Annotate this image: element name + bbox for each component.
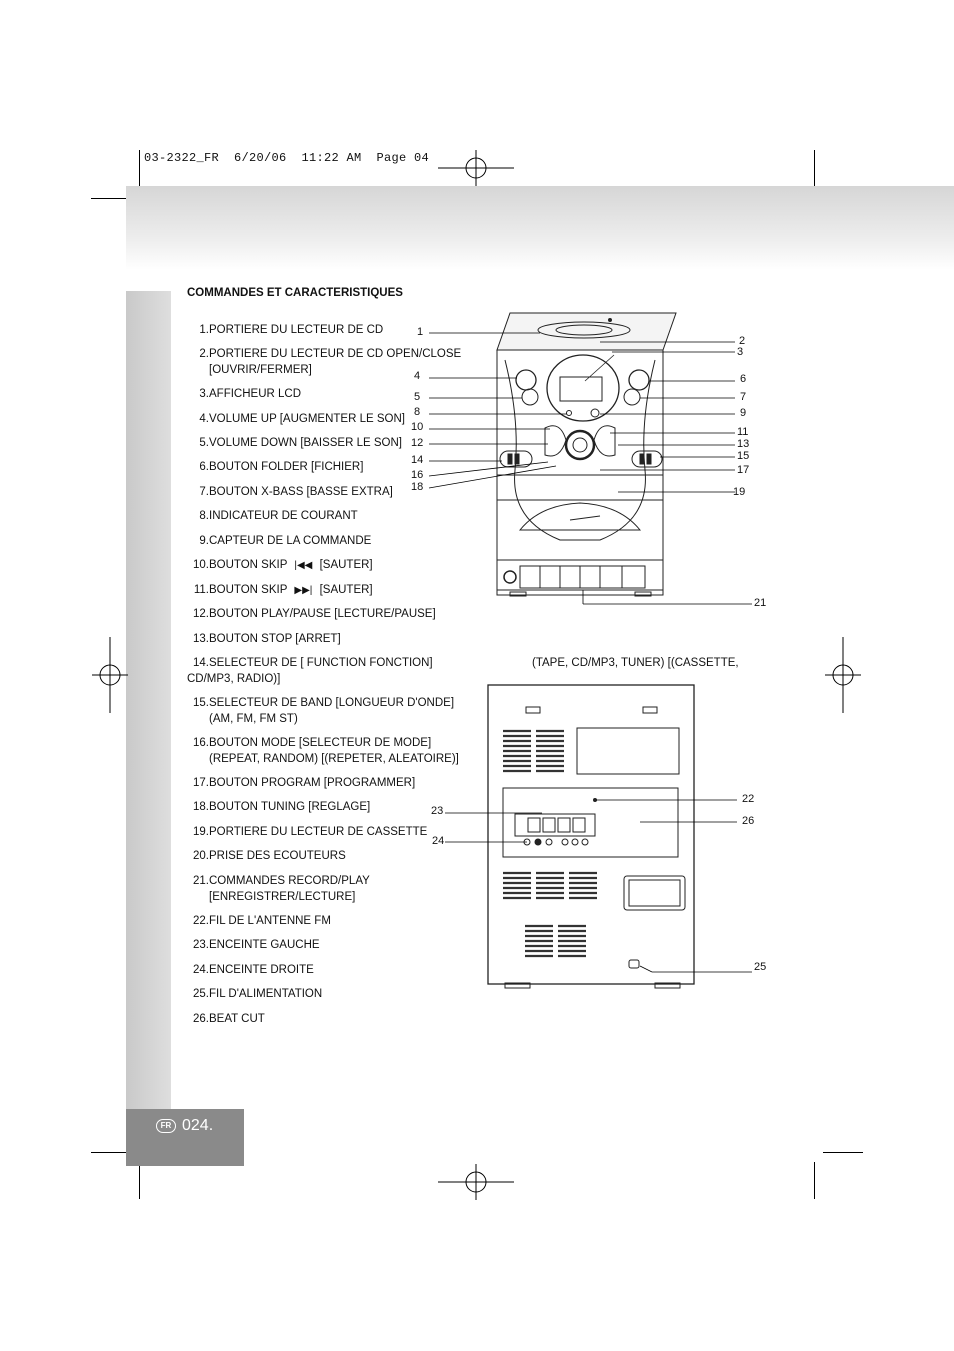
callout-label: 14 <box>411 454 424 466</box>
list-item: 7. BOUTON X-BASS [BASSE EXTRA] <box>199 486 393 498</box>
list-item: 24. ENCEINTE DROITE <box>193 964 314 976</box>
callout-label: 13 <box>737 438 750 450</box>
callout-label: 19 <box>733 486 746 498</box>
callout-label: 18 <box>411 481 424 493</box>
list-item: 3. AFFICHEUR LCD <box>199 388 302 400</box>
list-item: 9. CAPTEUR DE LA COMMANDE <box>199 535 372 547</box>
list-item: 18. BOUTON TUNING [REGLAGE] <box>193 801 371 813</box>
callout-label: 5 <box>414 391 421 403</box>
skip-forward-icon: ▶▶| <box>294 585 313 596</box>
list-item: 10. BOUTON SKIP |◀◀ [SAUTER] <box>187 557 477 573</box>
list-item: 16. BOUTON MODE [SELECTEUR DE MODE] (REPEAT, RANDOM) [(REPETER, ALEATOIRE)] <box>193 737 459 765</box>
callout-label: 6 <box>740 373 747 385</box>
print-slug: 03-2322_FR 6/20/06 11:22 AM Page 04 <box>144 151 430 165</box>
list-item: 2. PORTIERE DU LECTEUR DE CD OPEN/CLOSE [OUVRIR/FERMER] <box>199 348 462 376</box>
list-item: 19. PORTIERE DU LECTEUR DE CASSETTE <box>193 826 428 838</box>
list-item: 23. ENCEINTE GAUCHE <box>193 939 320 951</box>
callout-label: 3 <box>737 346 744 358</box>
list-item: 22. FIL DE L'ANTENNE FM <box>193 915 331 927</box>
list-item: 21. COMMANDES RECORD/PLAY [ENREGISTRER/LECTURE] <box>193 875 370 903</box>
callout-label: 12 <box>411 437 424 449</box>
list-item: 11. BOUTON SKIP ▶▶| [SAUTER] <box>187 582 477 598</box>
callout-label: 8 <box>414 406 421 418</box>
callout-label: 25 <box>754 961 767 973</box>
callout-label: 21 <box>754 597 767 609</box>
language-badge: FR <box>156 1119 176 1133</box>
list-item: 13. BOUTON STOP [ARRET] <box>193 633 341 645</box>
callout-label: 1 <box>417 326 424 338</box>
section-title: COMMANDES ET CARACTERISTIQUES <box>187 287 403 299</box>
page-number-text: 024. <box>182 1117 214 1134</box>
list-item: 12. BOUTON PLAY/PAUSE [LECTURE/PAUSE] <box>193 608 436 620</box>
callout-label: 4 <box>414 370 421 382</box>
list-item: 17. BOUTON PROGRAM [PROGRAMMER] <box>193 777 416 789</box>
callout-label: 16 <box>411 469 424 481</box>
callout-label: 22 <box>742 793 755 805</box>
list-item: 26. BEAT CUT <box>193 1013 265 1025</box>
list-item: 8. INDICATEUR DE COURANT <box>199 510 358 522</box>
callout-label: 10 <box>411 421 424 433</box>
callout-label: 15 <box>737 450 750 462</box>
list-item: 4. VOLUME UP [AUGMENTER LE SON] <box>199 413 405 425</box>
callout-label: 2 <box>739 335 746 347</box>
callout-label: 24 <box>432 835 445 847</box>
callout-label: 7 <box>740 391 747 403</box>
list-item: 25. FIL D'ALIMENTATION <box>193 988 323 1000</box>
callout-label: 23 <box>431 805 444 817</box>
list-item: 6. BOUTON FOLDER [FICHIER] <box>199 461 364 473</box>
callout-label: 9 <box>740 407 747 419</box>
list-item: 14. SELECTEUR DE [ FUNCTION FONCTION] (TAPE, CD/MP3, TUNER) [(CASSETTE, CD/MP3, RADIO)] <box>187 657 739 685</box>
list-item: 20. PRISE DES ECOUTEURS <box>193 850 346 862</box>
list-item: 5. VOLUME DOWN [BAISSER LE SON] <box>199 437 402 449</box>
page-number <box>156 1117 213 1135</box>
callout-label: 17 <box>737 464 750 476</box>
callout-label: 26 <box>742 815 755 827</box>
callout-label: 11 <box>737 426 749 438</box>
list-item: 1. PORTIERE DU LECTEUR DE CD <box>199 324 384 336</box>
list-item: 15. SELECTEUR DE BAND [LONGUEUR D'ONDE] (AM, FM, FM ST) <box>193 697 455 725</box>
skip-back-icon: |◀◀ <box>294 560 313 571</box>
